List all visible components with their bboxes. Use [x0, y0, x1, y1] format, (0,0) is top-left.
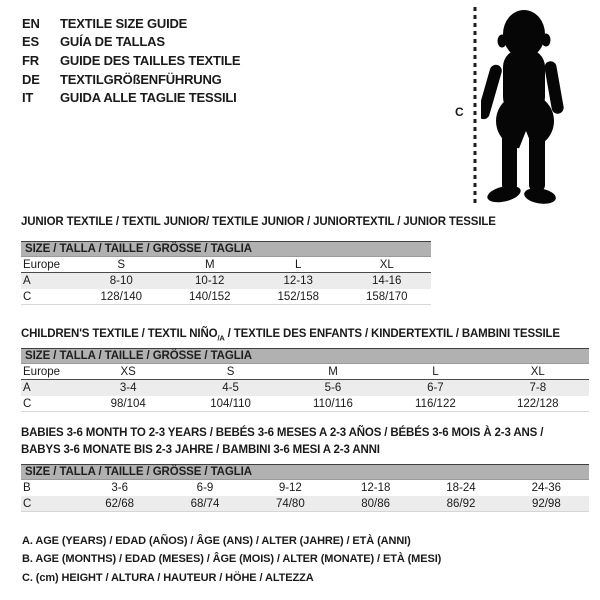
age-cell: 3-6: [111, 482, 128, 494]
children-table-title: [21, 328, 560, 342]
height-cell: 128/140: [100, 291, 143, 303]
lang-text: TEXTILGRÖßENFÜHRUNG: [60, 71, 222, 87]
children-title-sub: /A: [217, 333, 225, 343]
baby-right-ear: [542, 34, 551, 47]
table-row-age-months: [21, 480, 589, 496]
lang-row-en: [22, 14, 240, 33]
size-header-bar: SIZE / TALLA / TAILLE / GRÖSSE / TAGLIA: [21, 348, 589, 364]
row-label: Europe: [23, 366, 61, 378]
size-header-bar: SIZE / TALLA / TAILLE / GRÖSSE / TAGLIA: [21, 464, 589, 480]
junior-table-title: JUNIOR TEXTILE / TEXTIL JUNIOR/ TEXTILE JUNIOR / JUNIORTEXTIL / JUNIOR TESSILE: [21, 216, 496, 228]
age-cell: 6-9: [196, 482, 214, 494]
height-cell: 104/110: [210, 398, 251, 410]
footnotes: [22, 535, 441, 590]
lang-row-es: [22, 33, 240, 52]
table-row-height: [21, 396, 589, 412]
language-header: [22, 14, 240, 107]
size-cell: XS: [120, 366, 136, 378]
row-label: A: [23, 275, 31, 287]
age-cell: 12-18: [360, 482, 391, 494]
size-cell: M: [204, 259, 215, 271]
age-cell: 18-24: [446, 482, 476, 494]
lang-row-fr: [22, 51, 240, 70]
babies-table-title: [21, 425, 543, 459]
table-row-age: [21, 273, 431, 289]
height-cell: 122/128: [517, 398, 559, 410]
babies-title-line2: BABYS 3-6 MONATE BIS 2-3 JAHRE / BAMBINI 3-6 MESI A 2-3 ANNI: [21, 444, 380, 456]
age-cell: 14-16: [372, 275, 402, 287]
lang-code: EN: [22, 15, 40, 31]
lang-row-de: [22, 70, 240, 89]
footnote-age-months: B. AGE (MONTHS) / EDAD (MESES) / ÂGE (MOIS) / ALTER (MONATE) / ETÀ (MESI): [22, 553, 442, 566]
lang-code: DE: [22, 71, 40, 87]
baby-left-leg: [502, 129, 517, 192]
children-title-post: / TEXTILE DES ENFANTS / KINDERTEXTIL / BAMBINI TESSILE: [224, 328, 560, 340]
lang-text: TEXTILE SIZE GUIDE: [60, 15, 188, 31]
height-cell: 80/86: [361, 498, 391, 510]
height-cell: 98/104: [110, 398, 146, 410]
table-row-europe: [21, 364, 589, 380]
size-cell: L: [432, 366, 439, 378]
row-label: C: [23, 291, 32, 303]
height-cell: 62/68: [105, 498, 135, 510]
height-cell: 116/122: [415, 398, 456, 410]
size-cell: XL: [379, 259, 394, 271]
footnote-height: C. (cm) HEIGHT / ALTURA / HAUTEUR / HÖHE / ALTEZZA: [22, 571, 314, 584]
age-cell: 4-5: [222, 382, 239, 394]
height-cell: 152/158: [277, 291, 320, 303]
height-dotted-line: [472, 7, 478, 207]
lang-text: GUIDA ALLE TAGLIE TESSILI: [60, 90, 237, 106]
baby-silhouette: [481, 9, 573, 207]
table-row-age: [21, 380, 589, 396]
age-cell: 5-6: [324, 382, 342, 394]
lang-text: GUÍA DE TALLAS: [60, 34, 165, 50]
size-cell: XL: [530, 366, 545, 378]
babies-size-table: [21, 464, 589, 512]
height-cell: 140/152: [188, 291, 231, 303]
age-cell: 9-12: [278, 482, 302, 494]
age-cell: 7-8: [529, 382, 547, 394]
row-label: Europe: [23, 259, 61, 271]
height-cell: 86/92: [446, 498, 476, 510]
lang-row-it: [22, 88, 240, 107]
baby-right-leg: [529, 125, 545, 192]
height-cell: 74/80: [275, 498, 305, 510]
age-cell: 12-13: [283, 275, 313, 287]
baby-left-ear: [498, 35, 507, 48]
junior-size-table: [21, 241, 431, 305]
height-c-label: C: [455, 105, 464, 119]
age-cell: 3-4: [119, 382, 137, 394]
table-row-height: [21, 496, 589, 512]
height-cell: 158/170: [365, 291, 408, 303]
row-label: B: [23, 482, 31, 494]
height-cell: 92/98: [531, 498, 561, 510]
height-cell: 110/116: [313, 398, 353, 410]
age-cell: 24-36: [531, 482, 562, 494]
lang-text: GUIDE DES TAILLES TEXTILE: [60, 52, 241, 68]
row-label: C: [23, 498, 32, 510]
children-size-table: [21, 348, 589, 412]
lang-code: IT: [22, 90, 34, 106]
height-cell: 68/74: [190, 498, 220, 510]
lang-code: FR: [22, 52, 39, 68]
baby-right-foot: [523, 186, 557, 206]
age-cell: 6-7: [427, 382, 444, 394]
babies-title-line1: BABIES 3-6 MONTH TO 2-3 YEARS / BEBÉS 3-6 MESES A 2-3 AÑOS / BÉBÉS 3-6 MOIS À 2-3 ANS /: [21, 427, 544, 439]
lang-code: ES: [22, 34, 39, 50]
table-row-height: [21, 289, 431, 305]
size-cell: L: [295, 259, 302, 271]
size-cell: M: [328, 366, 338, 378]
table-row-europe: [21, 257, 431, 273]
row-label: A: [23, 382, 31, 394]
footnote-age-years: A. AGE (YEARS) / EDAD (AÑOS) / ÂGE (ANS) / ALTER (JAHRE) / ETÀ (ANNI): [22, 535, 411, 547]
children-title-pre: CHILDREN'S TEXTILE / TEXTIL NIÑO: [21, 328, 218, 340]
age-cell: 10-12: [195, 275, 225, 287]
baby-head: [503, 10, 545, 58]
size-cell: S: [226, 366, 235, 378]
age-cell: 8-10: [109, 275, 133, 287]
size-cell: S: [117, 259, 126, 271]
size-header-bar: SIZE / TALLA / TAILLE / GRÖSSE / TAGLIA: [21, 241, 431, 257]
row-label: C: [23, 398, 32, 410]
